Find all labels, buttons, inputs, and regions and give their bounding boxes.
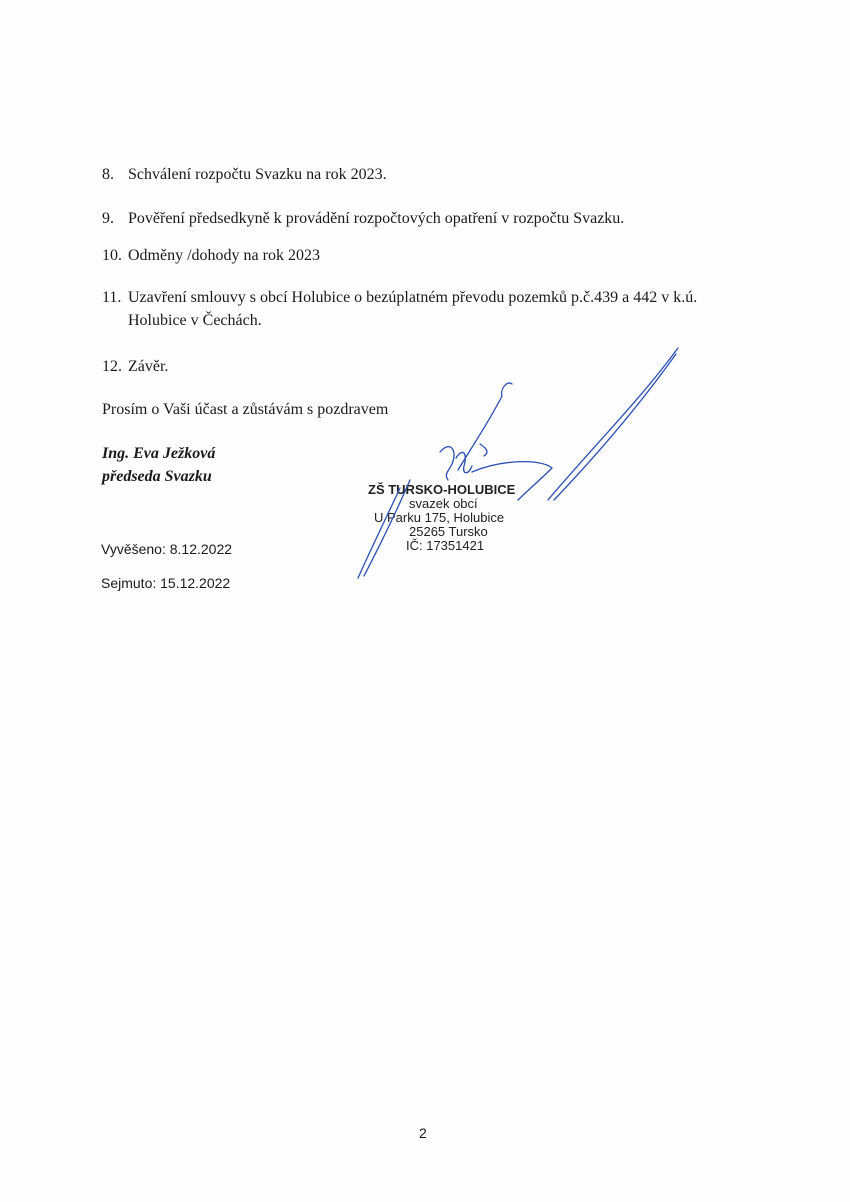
agenda-number: 11. xyxy=(102,289,122,306)
page-number: 2 xyxy=(419,1125,427,1141)
agenda-text: Závěr. xyxy=(128,358,169,375)
agenda-item-9 xyxy=(102,208,625,230)
signer-name: Ing. Eva Ježková xyxy=(102,445,216,462)
stamp-line-postcode: 25265 Tursko xyxy=(409,524,488,539)
signer-block xyxy=(102,442,215,488)
stamp-line-name: ZŠ TURSKO-HOLUBICE xyxy=(368,482,516,497)
closing-line: Prosím o Vaši účast a zůstávám s pozdravem xyxy=(102,401,389,418)
agenda-text: Pověření předsedkyně k provádění rozpočtových opatření v rozpočtu Svazku. xyxy=(128,210,625,227)
agenda-text: Schválení rozpočtu Svazku na rok 2023. xyxy=(128,166,387,183)
stamp-line-address: U Parku 175, Holubice xyxy=(374,510,505,525)
stamp-line-type: svazek obcí xyxy=(409,496,478,511)
signer-role: předseda Svazku xyxy=(102,468,212,485)
posted-date: Vyvěšeno: 8.12.2022 xyxy=(101,541,233,557)
agenda-number: 9. xyxy=(102,210,114,227)
agenda-item-11 xyxy=(102,287,698,329)
handwritten-signature xyxy=(340,340,700,600)
agenda-number: 8. xyxy=(102,166,114,183)
agenda-text-continued: Holubice v Čechách. xyxy=(128,312,262,329)
agenda-item-10 xyxy=(102,245,320,267)
agenda-text: Uzavření smlouvy s obcí Holubice o bezúplatném převodu pozemků p.č.439 a 442 v k.ú. xyxy=(128,289,698,306)
agenda-number: 10. xyxy=(102,247,122,264)
agenda-text: Odměny /dohody na rok 2023 xyxy=(128,247,320,264)
agenda-item-8 xyxy=(102,164,387,186)
agenda-item-12 xyxy=(102,356,169,378)
stamp-line-id: IČ: 17351421 xyxy=(406,538,485,553)
agenda-number: 12. xyxy=(102,358,122,375)
removed-date: Sejmuto: 15.12.2022 xyxy=(101,575,231,591)
